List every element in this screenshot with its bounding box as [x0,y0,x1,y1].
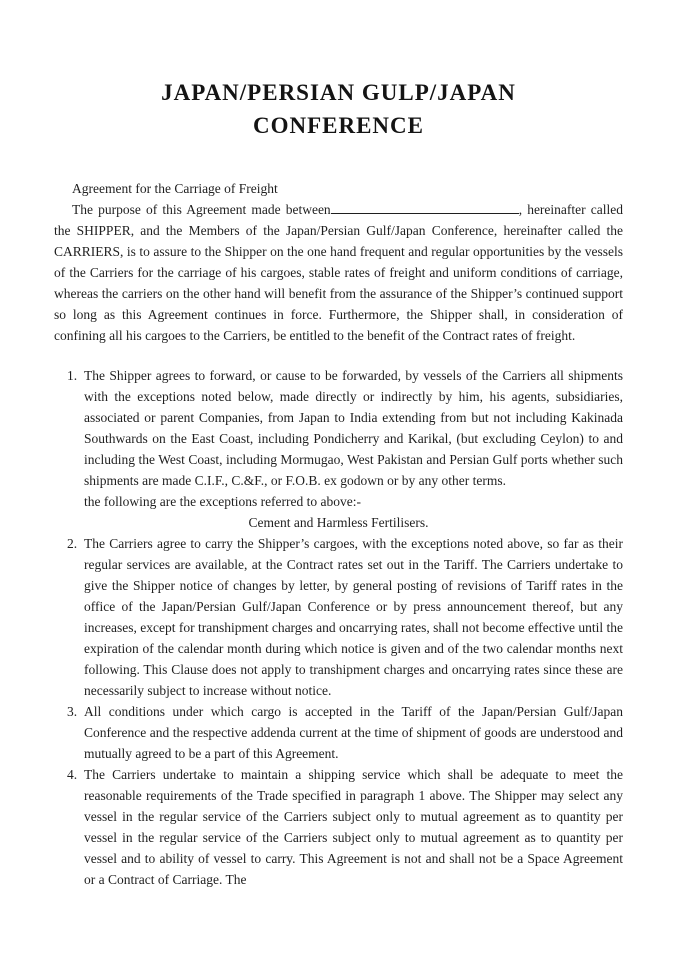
document-title [54,76,623,142]
clause-3-text: All conditions under which cargo is accepted in the Tariff of the Japan/Persian Gulf/Japan Conference and the respective addenda current at the time of shipment of goods are understood and mutually agreed to be a part of this Agreement. [84,704,623,761]
title-line-2: CONFERENCE [252,113,424,138]
clause-list [54,365,623,890]
purpose-text-suffix: , hereinafter called the SHIPPER, and the Members of the Japan/Persian Gulf/Japan Conference, hereinafter called the CARRIERS, is to assure to the Shipper on the one hand frequent and regular opportunities by the vessels of the Carriers for the carriage of his cargoes, stable rates of freight and uniform conditions of carriage, whereas the carriers on the other hand will benefit from the assurance of the Shipper’s continued support so long as this Agreement continues in force. Furthermore, the Shipper shall, in consideration of confining all his cargoes to the Carriers, be entitled to the benefit of the Contract rates of freight. [54,202,623,343]
purpose-paragraph [54,199,623,346]
clause-2-text: The Carriers agree to carry the Shipper’s cargoes, with the exceptions noted above, so far as their regular services are available, at the Contract rates set out in the Tariff. The Carriers undertake to give the Shipper notice of changes by letter, by general posting of revisions of Tariff rates in the office of the Japan/Persian Gulf/Japan Conference or by press announcement thereof, but any increases, except for transhipment charges and oncarrying rates, shall not become effective until the expiration of the calendar month during which notice is given and of the two calendar months next following. This Clause does not apply to transhipment charges and oncarrying rates since these are necessarily subject to increase without notice. [84,536,623,698]
clause-2 [54,533,623,701]
clause-4 [54,764,623,890]
clause-3-number: 3. [67,704,78,719]
clause-4-number: 4. [67,767,78,782]
clause-1-text: The Shipper agrees to forward, or cause to be forwarded, by vessels of the Carriers all shipments with the exceptions noted below, made directly or indirectly by him, his agents, subsidiaries, associated or parent Companies, from Japan to India extending from but not including Kakinada Southwards on the East Coast, including Pondicherry and Karikal, (but excluding Ceylon) to and including the West Coast, including Mormugao, West Pakistan and Persian Gulf ports whether such shipments are made C.I.F., C.&F., or F.O.B. ex godown or by any other terms. [84,368,623,488]
intro-heading: Agreement for the Carriage of Freight [72,181,278,196]
clause-3 [54,701,623,764]
clause-2-number: 2. [67,536,78,551]
clause-4-text: The Carriers undertake to maintain a shipping service which shall be adequate to meet the reasonable requirements of the Trade specified in paragraph 1 above. The Shipper may select any vessel in the regular service of the Carriers subject only to mutual agreement as to quantity per vessel in the regular service of the Carriers subject only to mutual agreement as to quantity per vessel and to ability of vessel to carry. This Agreement is not and shall not be a Space Agreement or a Contract of Carriage. The [84,767,623,887]
clause-1-exceptions-intro: the following are the exceptions referred to above:- [84,494,362,509]
clause-1 [54,365,623,533]
clause-1-exceptions-value: Cement and Harmless Fertilisers. [248,515,429,530]
purpose-text-prefix: The purpose of this Agreement made between [72,202,331,217]
title-line-1: JAPAN/PERSIAN GULP/JAPAN [161,80,516,105]
clause-1-number: 1. [67,368,78,383]
fill-in-blank-line [331,200,519,214]
